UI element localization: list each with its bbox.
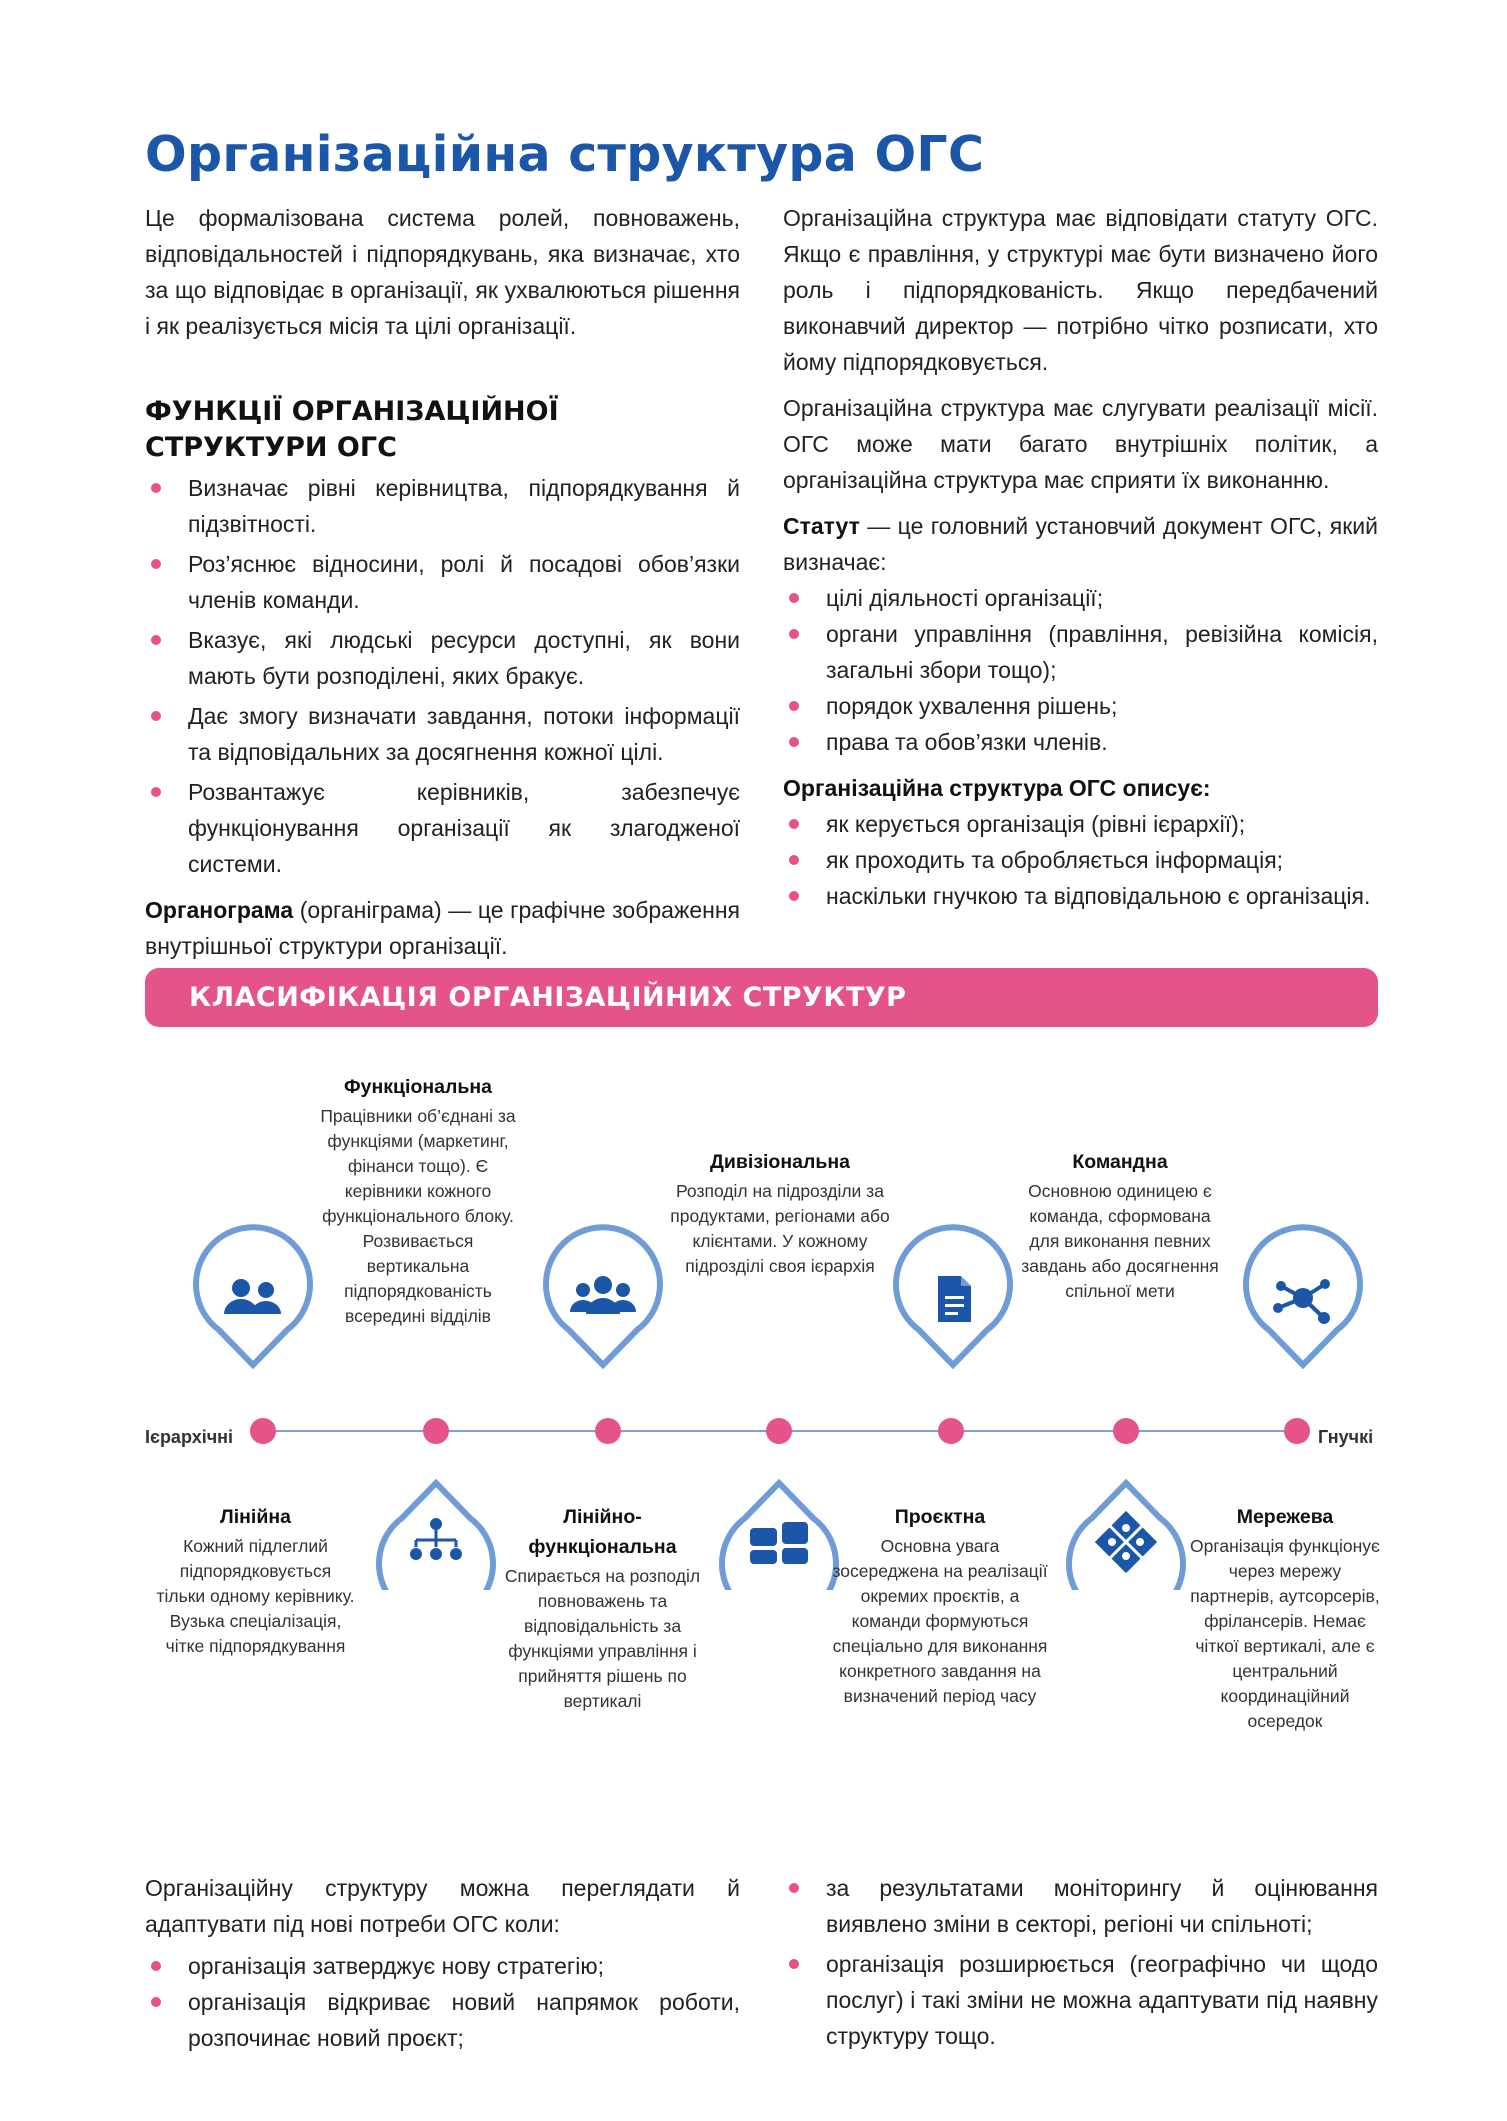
list-item: Розвантажує керівників, забезпечує функціонування організації як злагодженої системи.: [145, 774, 740, 882]
axis-label-hierarchical: Ієрархічні: [145, 1427, 234, 1447]
adapt-list-left: [145, 1948, 740, 2056]
axis-dot: [423, 1418, 449, 1444]
adapt-left: [145, 1870, 740, 2056]
node-text: Працівники об’єднані за функціями (маркетинг, фінанси тощо). Є керівники кожного функціонального блоку. Розвивається вертикальна підпорядкованість всередині відділів: [320, 1106, 516, 1326]
node-title: Проєктна: [894, 1506, 986, 1528]
drop-line-functional: [722, 1483, 836, 1590]
document-icon: [938, 1276, 971, 1322]
classification-banner: КЛАСИФІКАЦІЯ ОРГАНІЗАЦІЙНИХ СТРУКТУР: [145, 968, 1378, 1027]
node-text: Основною одиницею є команда, сформована для виконання певних завдань або досягнення спільної мети: [1021, 1181, 1219, 1301]
node-title: Лінійна: [220, 1506, 291, 1528]
node-text: Організація функціонує через мережу партнерів, аутсорсерів, фрілансерів. Немає чіткої вертикалі, але є центральний координаційний осередок: [1190, 1536, 1380, 1731]
axis-dot: [595, 1418, 621, 1444]
list-item: Дає змогу визначати завдання, потоки інформації та відповідальних за досягнення кожної цілі.: [145, 698, 740, 770]
list-item: Роз’яснює відносини, ролі й посадові обов’язки членів команди.: [145, 546, 740, 618]
functions-list: [145, 470, 740, 882]
adapt-right: [783, 1870, 1378, 2054]
list-item: порядок ухвалення рішень;: [783, 688, 1378, 724]
node-title: Дивізіональна: [710, 1151, 850, 1173]
pin-functional: [196, 1227, 310, 1365]
organogram-text: (органіграма) — це графічне зображення внутрішньої структури організації.: [145, 897, 740, 959]
list-item: права та обов’язки членів.: [783, 724, 1378, 760]
list-item: Вказує, які людські ресурси доступні, як вони мають бути розподілені, яких бракує.: [145, 622, 740, 694]
node-title: Мережева: [1236, 1506, 1334, 1528]
statute-definition: [783, 508, 1378, 580]
node-team: [1015, 1147, 1225, 1304]
node-text: Основна увага зосереджена на реалізації окремих проєктів, а команди формуються спеціально для виконання конкретного завдання на визначений період часу: [832, 1536, 1048, 1706]
organogram-term: Органограма: [145, 897, 294, 923]
organogram-definition: [145, 892, 740, 964]
right-column: [783, 200, 1378, 914]
axis-dot: [250, 1418, 276, 1444]
describes-list: [783, 806, 1378, 914]
list-item: наскільки гнучкою та відповідальною є організація.: [783, 878, 1378, 914]
pin-divisional: [546, 1227, 660, 1365]
mission-text: Організаційна структура має слугувати реалізації місії. ОГС може мати багато внутрішніх політик, а організаційна структура має сприяти їх виконанню.: [783, 395, 1378, 493]
node-divisional: [670, 1147, 890, 1279]
node-text: Кожний підлеглий підпорядковується тільки одному керівнику. Вузька спеціалізація, чітке підпорядкування: [156, 1536, 355, 1656]
axis-dot: [1284, 1418, 1310, 1444]
page-title: Організаційна структура ОГС: [145, 126, 985, 183]
axis-dot: [938, 1418, 964, 1444]
node-linear: [153, 1502, 358, 1659]
list-item: організація розширюється (географічно чи щодо послуг) і такі зміни не можна адаптувати під наявну структуру тощо.: [783, 1946, 1378, 2054]
statute-list: [783, 580, 1378, 760]
node-title: Командна: [1072, 1151, 1168, 1173]
node-title: Функціональна: [344, 1076, 492, 1098]
node-text: Спирається на розподіл повноважень та відповідальність за функціями управління і прийняття рішень по вертикалі: [504, 1566, 701, 1711]
list-item: як керується організація (рівні ієрархії);: [783, 806, 1378, 842]
axis-label-flexible: Гнучкі: [1318, 1427, 1374, 1447]
node-network: [1185, 1502, 1385, 1734]
node-text: Розподіл на підрозділи за продуктами, регіонами або клієнтами. У кожному підрозділі своя ієрархія: [670, 1181, 890, 1276]
adapt-intro: Організаційну структуру можна переглядати й адаптувати під нові потреби ОГС коли:: [145, 1875, 740, 1937]
list-item: як проходить та обробляється інформація;: [783, 842, 1378, 878]
list-item: організація відкриває новий напрямок роботи, розпочинає новий проєкт;: [145, 1984, 740, 2056]
axis-dot: [766, 1418, 792, 1444]
list-item: цілі діяльності організації;: [783, 580, 1378, 616]
node-functional: [313, 1072, 523, 1329]
node-line-functional: [495, 1502, 710, 1714]
statute-term: Статут: [783, 513, 860, 539]
adapt-list-right: [783, 1870, 1378, 2054]
describes-heading: Організаційна структура ОГС описує:: [783, 775, 1211, 801]
axis-dot: [1113, 1418, 1139, 1444]
statute-requirement-text: Організаційна структура має відповідати статуту ОГС. Якщо є правління, у структурі має бути визначено його роль і підпорядкованість. Якщо передбачений виконавчий директор — потрібно чітко розписати, хто йому підпорядковується.: [783, 205, 1378, 375]
left-column: [145, 200, 740, 964]
node-title: Лінійно-функціональна: [528, 1506, 677, 1558]
list-item: за результатами моніторингу й оцінювання виявлено зміни в секторі, регіоні чи спільноті;: [783, 1870, 1378, 1942]
list-item: органи управління (правління, ревізійна комісія, загальні збори тощо);: [783, 616, 1378, 688]
functions-heading: ФУНКЦІЇ ОРГАНІЗАЦІЙНОЇ СТРУКТУРИ ОГС: [145, 396, 559, 463]
list-item: організація затверджує нову стратегію;: [145, 1948, 740, 1984]
statute-text: — це головний установчий документ ОГС, який визначає:: [783, 513, 1378, 575]
intro-text: Це формалізована система ролей, повноважень, відповідальностей і підпорядкувань, яка визначає, хто за що відповідає в організації, як ухвалюються рішення і як реалізується місія та цілі організації.: [145, 205, 740, 339]
node-project: [830, 1502, 1050, 1709]
list-item: Визначає рівні керівництва, підпорядкування й підзвітності.: [145, 470, 740, 542]
